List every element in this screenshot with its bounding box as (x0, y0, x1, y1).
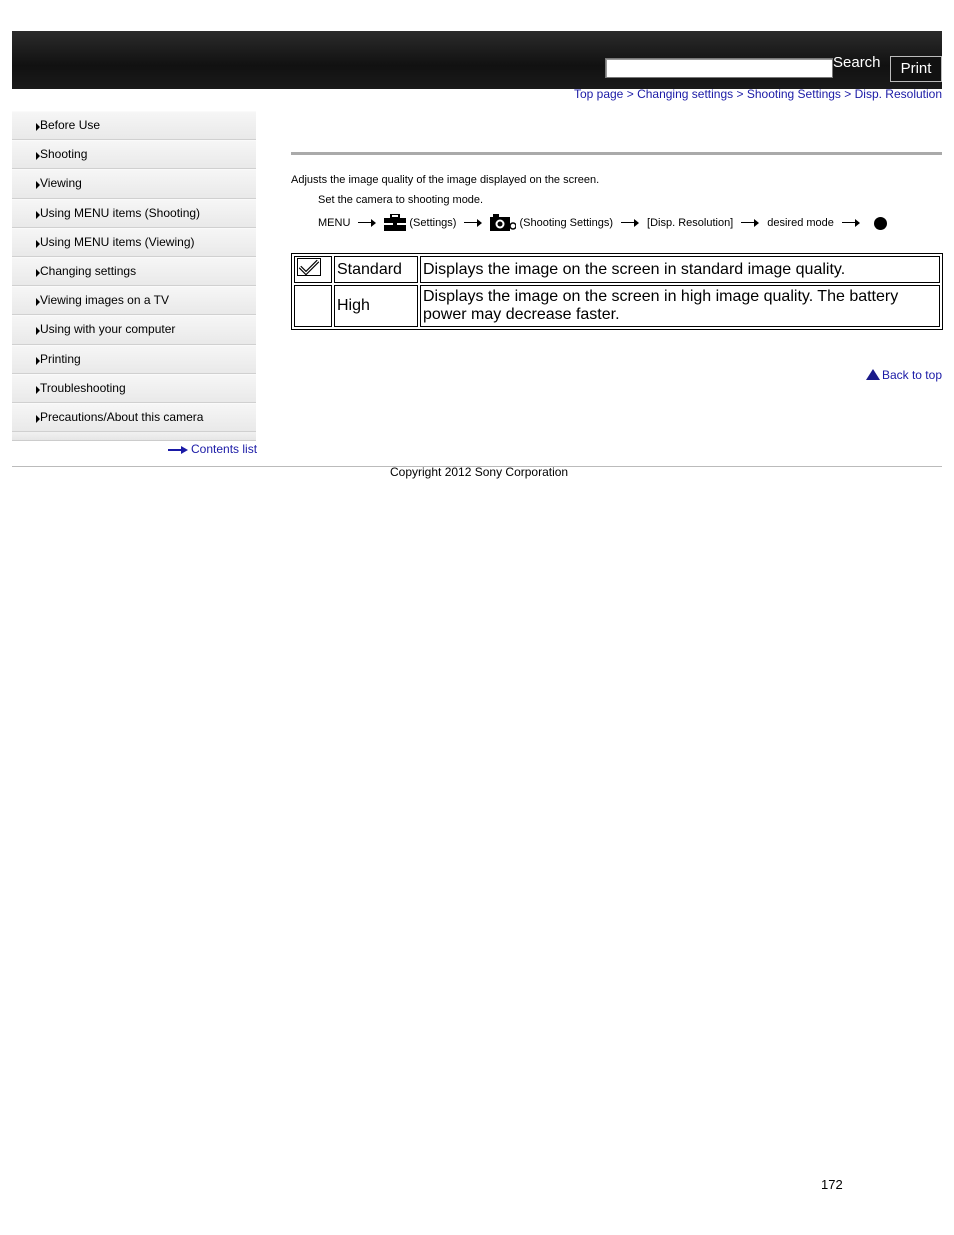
desired-mode-label: desired mode (767, 217, 834, 229)
back-to-top-label: Back to top (881, 368, 942, 382)
sidebar-item-troubleshooting[interactable] (12, 374, 256, 403)
header-bar (12, 31, 942, 89)
sidebar-item-label: Viewing images on a TV (40, 293, 169, 308)
settings-label: (Settings) (409, 217, 457, 229)
mode-name: Standard (334, 256, 418, 283)
sidebar-item-changing-settings[interactable] (12, 257, 256, 286)
sidebar-item-printing[interactable] (12, 345, 256, 374)
title-divider (291, 152, 942, 155)
sidebar-item-label: Troubleshooting (40, 380, 126, 395)
checkmark-icon (297, 258, 321, 276)
menu-item-label: [Disp. Resolution] (647, 217, 734, 229)
sidebar-item-viewing-tv[interactable] (12, 286, 256, 315)
sidebar-item-label: Viewing (40, 176, 82, 191)
sidebar-item-label: Printing (40, 351, 81, 366)
breadcrumb-shooting-settings[interactable]: Shooting Settings (746, 87, 841, 101)
shooting-settings-label: (Shooting Settings) (519, 217, 614, 229)
sidebar-footer (12, 432, 256, 441)
camera-settings-icon (490, 214, 516, 232)
table-row (294, 256, 940, 283)
default-cell (294, 285, 332, 327)
center-button-icon (874, 217, 887, 230)
page-number: 172 (821, 1177, 843, 1192)
sidebar-item-label: Using with your computer (40, 322, 176, 337)
mode-table (291, 253, 943, 330)
arrow-right-icon (168, 446, 188, 454)
copyright: Copyright 2012 Sony Corporation (390, 465, 569, 479)
toolbox-icon (384, 214, 406, 232)
print-button[interactable]: Print (890, 56, 942, 82)
breadcrumb-disp-resolution[interactable]: Disp. Resolution (854, 87, 942, 101)
search-input[interactable] (605, 58, 833, 78)
sidebar-item-label: Before Use (40, 118, 101, 132)
mode-description: Displays the image on the screen in high image quality. The battery power may decrease faster. (420, 285, 940, 327)
arrow-right-icon (621, 219, 639, 227)
menu-label: MENU (318, 217, 351, 229)
table-row (294, 285, 940, 327)
sidebar-item-label: Precautions/About this camera (40, 409, 204, 424)
menu-path (318, 214, 887, 232)
sidebar-item-before-use[interactable] (12, 111, 256, 140)
mode-name: High (334, 285, 418, 327)
default-cell (294, 256, 332, 283)
sidebar-item-label: Using MENU items (Viewing) (40, 234, 195, 249)
arrow-right-icon (741, 219, 759, 227)
breadcrumb-changing-settings[interactable]: Changing settings (637, 87, 734, 101)
arrow-right-icon (464, 219, 482, 227)
triangle-up-icon (866, 369, 880, 380)
arrow-right-icon (358, 219, 376, 227)
sidebar-item-label: Changing settings (40, 263, 137, 278)
step-text: Set the camera to shooting mode. (318, 194, 484, 206)
sidebar-item-computer[interactable] (12, 315, 256, 344)
sidebar-item-menu-viewing[interactable] (12, 228, 256, 257)
breadcrumb-separator: > (626, 87, 634, 101)
sidebar-nav (12, 111, 256, 441)
description: Adjusts the image quality of the image displayed on the screen. (291, 174, 600, 186)
contents-list-label: Contents list (191, 442, 258, 456)
breadcrumb-separator: > (844, 87, 852, 101)
sidebar-item-menu-shooting[interactable] (12, 199, 256, 228)
sidebar-item-precautions[interactable] (12, 403, 256, 432)
mode-description: Displays the image on the screen in standard image quality. (420, 256, 940, 283)
search-button[interactable]: Search (833, 54, 881, 71)
breadcrumb (574, 87, 942, 101)
sidebar-item-shooting[interactable] (12, 140, 256, 169)
sidebar-item-label: Using MENU items (Shooting) (40, 205, 201, 220)
sidebar-item-viewing[interactable] (12, 169, 256, 198)
contents-list-link[interactable] (168, 442, 257, 456)
breadcrumb-separator: > (736, 87, 744, 101)
back-to-top-link[interactable] (866, 368, 942, 382)
arrow-right-icon (842, 219, 860, 227)
breadcrumb-top-page[interactable]: Top page (573, 87, 624, 101)
sidebar-item-label: Shooting (40, 147, 88, 162)
